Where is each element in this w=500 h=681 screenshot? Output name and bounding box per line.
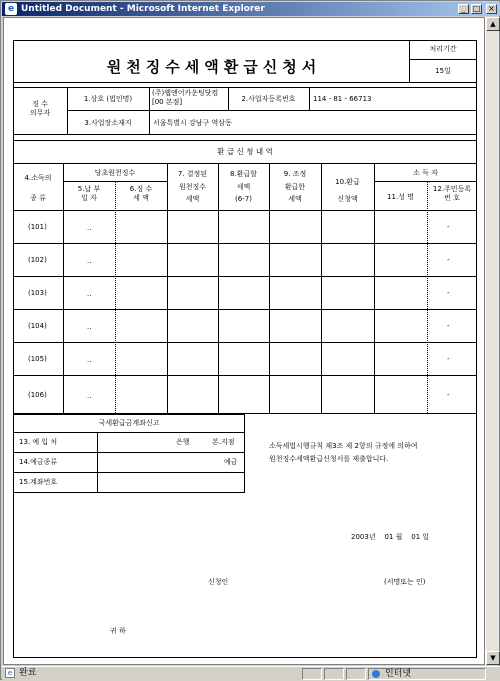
status-section	[324, 668, 344, 680]
internet-explorer-icon: e	[5, 3, 17, 15]
vertical-scrollbar[interactable]	[485, 17, 499, 665]
col-refund-request: 10.환급 신청액	[335, 178, 360, 203]
status-text: 완료	[19, 668, 37, 678]
divider	[13, 432, 245, 433]
divider	[13, 375, 477, 376]
divider	[149, 87, 150, 134]
window-title: Untitled Document - Microsoft Internet Explorer	[21, 4, 265, 14]
row-code: (101)	[28, 223, 47, 231]
col-original-group: 당초원천징수	[94, 169, 136, 177]
bank-branch-suffix: 본.지점	[212, 438, 235, 446]
divider	[115, 181, 116, 413]
divider	[13, 342, 477, 343]
row-idno: -	[447, 289, 450, 297]
close-button[interactable]: ×	[486, 4, 497, 14]
form-title: 원천징수세액환급신청서	[106, 58, 322, 76]
divider	[13, 210, 477, 211]
row-paid: ..	[87, 392, 92, 400]
divider	[13, 134, 477, 135]
application-date: 2003년 01 월 01 일	[351, 533, 430, 541]
company-label: 1.상호 (법인명)	[83, 95, 133, 103]
col-collected-tax: 6.징 수 세 액	[129, 185, 153, 202]
row-paid: ..	[87, 290, 92, 298]
divider	[13, 87, 477, 88]
deposit-type-suffix: 예금	[224, 458, 238, 466]
divider	[97, 432, 98, 493]
bizno-value: 114 - 81 - 66713	[313, 95, 372, 103]
row-idno: -	[447, 322, 450, 330]
page-icon: e	[5, 668, 15, 678]
col-paid-date: 5.납 부 일 자	[77, 185, 101, 202]
row-paid: ..	[87, 224, 92, 232]
address-value: 서울특별시 강남구 역삼동	[153, 119, 232, 127]
divider	[13, 276, 477, 277]
row-code: (103)	[28, 289, 47, 297]
scroll-up-arrow-icon[interactable]: ▲	[486, 17, 500, 31]
col-earner-name: 11.성 명	[387, 193, 414, 201]
zone-text: 인터넷	[385, 669, 412, 679]
deposit-type-label: 14.예금종류	[19, 458, 58, 466]
divider	[374, 181, 477, 182]
zone-section	[368, 668, 486, 680]
document-area	[3, 17, 485, 665]
divider	[13, 452, 245, 453]
divider	[13, 140, 477, 141]
divider	[427, 181, 428, 413]
detail-header: 환 급 신 청 내 역	[217, 147, 273, 156]
maximize-button[interactable]: □	[472, 4, 481, 13]
row-paid: ..	[87, 323, 92, 331]
signature-label: (서명또는 인)	[384, 578, 426, 586]
statement-line-2: 원천징수세액환급신청서를 제출합니다.	[269, 455, 389, 463]
divider	[13, 309, 477, 310]
row-code: (105)	[28, 355, 47, 363]
col-earner-group: 소 득 자	[413, 169, 438, 177]
row-paid: ..	[87, 356, 92, 364]
divider	[309, 87, 310, 110]
account-number-label: 15.계좌번호	[19, 478, 58, 486]
address-label: 3.사업장소재지	[84, 119, 132, 127]
row-idno: -	[447, 355, 450, 363]
row-paid: ..	[87, 257, 92, 265]
col-refund-amount: 8.환급할 세액 (6-7)	[230, 170, 257, 204]
bank-header: 국세환급금계좌신고	[98, 419, 160, 427]
status-section	[346, 668, 366, 680]
bank-name-label: 13. 예 입 처	[19, 438, 58, 446]
bizno-label: 2.사업자등록번호	[241, 95, 296, 103]
globe-icon	[372, 670, 380, 678]
row-code: (104)	[28, 322, 47, 330]
company-value: (주)웹앤어카운팅닷컴 [00 본점]	[152, 89, 219, 106]
recipient-label: 귀 하	[110, 627, 126, 635]
divider	[409, 59, 477, 60]
period-label: 처리기간	[429, 45, 457, 53]
bank-name-suffix: 은행	[176, 438, 190, 446]
row-code: (102)	[28, 256, 47, 264]
col-decided-tax: 7. 결정된 원천징수 세액	[177, 170, 208, 204]
row-idno: -	[447, 223, 450, 231]
divider	[67, 110, 477, 111]
scroll-down-arrow-icon[interactable]: ▼	[486, 651, 500, 665]
applicant-label: 신청인	[208, 578, 229, 586]
status-section	[302, 668, 322, 680]
form-border	[13, 40, 477, 658]
col-earner-idno: 12.주민등록 번 호	[432, 185, 472, 202]
divider	[13, 472, 245, 473]
col-income-type-2: 종 류	[30, 194, 46, 202]
divider	[13, 243, 477, 244]
col-adjusted-tax: 9. 조정 환급한 세액	[283, 170, 307, 204]
title-bar[interactable]	[2, 2, 500, 16]
status-bar	[2, 666, 500, 680]
row-code: (106)	[28, 391, 47, 399]
row-idno: -	[447, 391, 450, 399]
col-income-type: 4.소득의	[24, 174, 52, 182]
agent-label: 징 수 의무자	[29, 100, 51, 117]
minimize-button[interactable]: _	[458, 4, 469, 14]
row-idno: -	[447, 256, 450, 264]
divider	[13, 163, 477, 164]
statement-line-1: 소득세법시행규칙 제3조 제 2항의 규정에 의하여	[269, 442, 418, 450]
divider	[13, 82, 477, 83]
period-value: 15일	[435, 67, 451, 75]
